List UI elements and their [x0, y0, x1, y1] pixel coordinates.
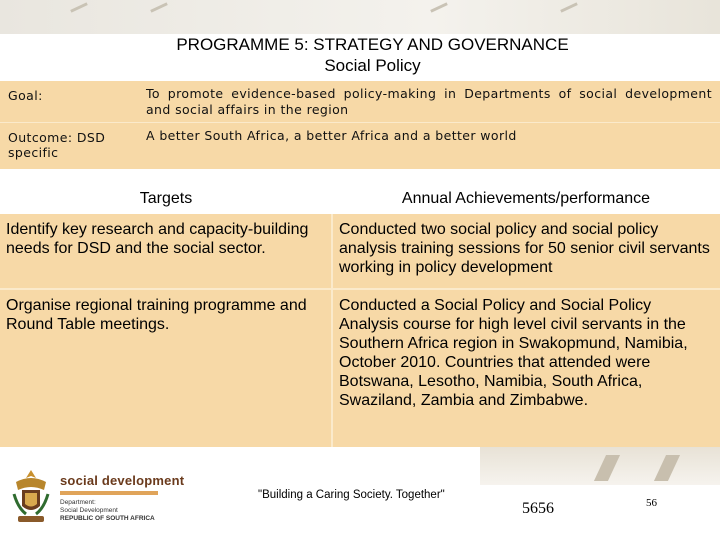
target-cell: Organise regional training programme and Round Table meetings. [0, 289, 332, 447]
brand-department: Department: [60, 499, 96, 506]
goal-row [0, 81, 720, 123]
brand-name: social development [60, 473, 185, 488]
brand-country: REPUBLIC OF SOUTH AFRICA [60, 515, 155, 522]
outcome-text: A better South Africa, a better Africa and a better world [138, 123, 720, 169]
target-cell: Identify key research and capacity-building needs for DSD and the social sector. [0, 214, 332, 289]
outcome-label: Outcome: DSD specific [0, 123, 138, 169]
outcome-row [0, 123, 720, 169]
page-title [0, 34, 720, 76]
title-line-2: Social Policy [324, 56, 421, 75]
goal-text: To promote evidence-based policy-making in Departments of social development and social affairs in the region [138, 81, 720, 123]
brand-ministry: Social Development [60, 507, 118, 514]
targets-header-row [0, 184, 720, 214]
table-row [0, 289, 720, 447]
achievements-column-header: Annual Achievements/performance [332, 184, 720, 214]
decor-mark [430, 2, 448, 12]
coat-of-arms-icon [10, 468, 52, 526]
header-band [0, 0, 720, 34]
decor-mark [70, 2, 88, 12]
table-row [0, 214, 720, 289]
decor-mark [560, 2, 578, 12]
achievement-cell: Conducted two social policy and social policy analysis training sessions for 50 senior civil servants working in policy development [332, 214, 720, 289]
achievement-cell: Conducted a Social Policy and Social Policy Analysis course for high level civil servants in the Southern Africa region in Swakopmund, Namibia, October 2010. Countries that attended were Botswana, Lesotho, Namibia, South Africa, Swaziland, Zambia and Zimbabwe. [332, 289, 720, 447]
brand-divider [60, 491, 158, 495]
goal-label: Goal: [0, 81, 138, 123]
brand-block [60, 473, 184, 523]
decor-mark [150, 2, 168, 12]
slide-number-large: 5656 [522, 500, 554, 517]
title-line-1: PROGRAMME 5: STRATEGY AND GOVERNANCE [176, 35, 569, 54]
page-number: 56 [646, 497, 657, 509]
slogan: "Building a Caring Society. Together" [258, 489, 445, 501]
goal-outcome-table [0, 81, 720, 169]
targets-table [0, 184, 720, 447]
targets-column-header: Targets [0, 184, 332, 214]
